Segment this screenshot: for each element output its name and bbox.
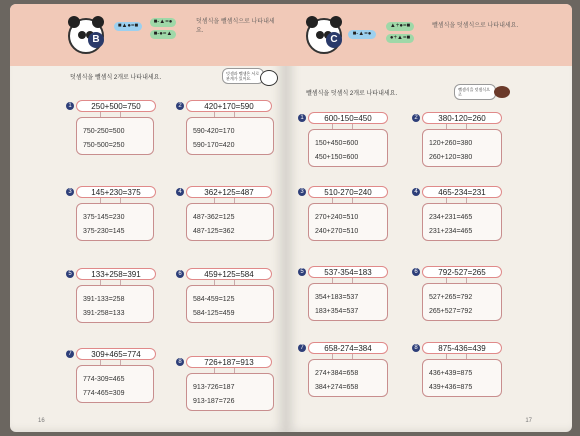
problem-card xyxy=(68,348,158,408)
cat-mascot-icon xyxy=(260,70,278,86)
answer-line[interactable]: 590-420=170 xyxy=(193,128,235,135)
answer-line[interactable]: 487-362=125 xyxy=(193,214,235,221)
problem-card xyxy=(178,356,276,418)
given-equation: 792-527=265 xyxy=(422,266,502,278)
problem-card xyxy=(414,112,506,170)
answer-box xyxy=(76,203,154,241)
answer-line[interactable]: 375-145=230 xyxy=(83,214,125,221)
problem-number: 7 xyxy=(298,344,306,352)
answer-line[interactable]: 436+439=875 xyxy=(429,370,473,377)
answer-box xyxy=(186,203,274,241)
answer-box xyxy=(308,359,388,397)
given-equation: 309+465=774 xyxy=(76,348,156,360)
answer-line[interactable]: 590-170=420 xyxy=(193,142,235,149)
answer-line[interactable]: 774-465=309 xyxy=(83,390,125,397)
given-equation: 537-354=183 xyxy=(308,266,388,278)
problem-card xyxy=(300,112,392,170)
answer-line[interactable]: 150+450=600 xyxy=(315,140,359,147)
problem-card xyxy=(178,268,276,326)
answer-line[interactable]: 274+384=658 xyxy=(315,370,359,377)
problem-number: 2 xyxy=(412,114,420,122)
hedgehog-mascot-icon xyxy=(494,86,510,98)
problem-card xyxy=(178,100,276,158)
problem-number: 3 xyxy=(298,188,306,196)
answer-line[interactable]: 240+270=510 xyxy=(315,228,359,235)
problem-number: 7 xyxy=(66,350,74,358)
answer-line[interactable]: 450+150=600 xyxy=(315,154,359,161)
answer-line[interactable]: 375-230=145 xyxy=(83,228,125,235)
given-equation: 362+125=487 xyxy=(186,186,272,198)
panda-mascot-icon xyxy=(68,18,104,54)
answer-line[interactable]: 260+120=380 xyxy=(429,154,473,161)
answer-line[interactable]: 584-125=459 xyxy=(193,310,235,317)
given-equation: 875-436=439 xyxy=(422,342,502,354)
panda-mascot-icon xyxy=(306,18,342,54)
formula-pill: ■▲●=■ xyxy=(114,22,142,31)
problem-card xyxy=(68,186,158,244)
answer-line[interactable]: 183+354=537 xyxy=(315,308,359,315)
answer-line[interactable]: 584-459=125 xyxy=(193,296,235,303)
problem-number: 1 xyxy=(298,114,306,122)
given-equation: 726+187=913 xyxy=(186,356,272,368)
answer-box xyxy=(308,283,388,321)
answer-box xyxy=(422,129,502,167)
formula-pill: ●+▲=■ xyxy=(386,34,414,43)
answer-line[interactable]: 384+274=658 xyxy=(315,384,359,391)
problem-card xyxy=(68,268,158,326)
answer-line[interactable]: 265+527=792 xyxy=(429,308,473,315)
page-number: 17 xyxy=(525,418,532,424)
answer-box xyxy=(186,285,274,323)
answer-line[interactable]: 270+240=510 xyxy=(315,214,359,221)
given-equation: 145+230=375 xyxy=(76,186,156,198)
formula-pill: ■-●=▲ xyxy=(150,30,176,39)
answer-box xyxy=(186,373,274,411)
answer-box xyxy=(76,285,154,323)
problem-number: 5 xyxy=(66,270,74,278)
answer-box xyxy=(308,129,388,167)
direction-text: 덧셈식을 뺄셈식 2개로 나타내세요. xyxy=(70,75,162,81)
left-page xyxy=(10,4,286,432)
answer-line[interactable]: 527+265=792 xyxy=(429,294,473,301)
problem-number: 4 xyxy=(176,188,184,196)
problem-number: 5 xyxy=(298,268,306,276)
problem-number: 2 xyxy=(176,102,184,110)
problem-card xyxy=(178,186,276,244)
problem-number: 8 xyxy=(412,344,420,352)
answer-line[interactable]: 120+260=380 xyxy=(429,140,473,147)
problem-card xyxy=(300,342,392,400)
formula-pill: ■-▲=● xyxy=(348,30,376,39)
answer-line[interactable]: 391-133=258 xyxy=(83,296,125,303)
given-equation: 459+125=584 xyxy=(186,268,272,280)
speech-bubble: 덧셈과 뺄셈은 서로 관계가 있어요. xyxy=(222,68,264,84)
answer-box xyxy=(422,283,502,321)
problem-card xyxy=(68,100,158,158)
given-equation: 380-120=260 xyxy=(422,112,502,124)
given-equation: 658-274=384 xyxy=(308,342,388,354)
given-equation: 510-270=240 xyxy=(308,186,388,198)
answer-box xyxy=(422,359,502,397)
problem-number: 6 xyxy=(176,270,184,278)
direction-text: 뺄셈식을 덧셈식 2개로 나타내세요. xyxy=(306,91,398,97)
speech-bubble: 뺄셈식을 덧셈식으로 xyxy=(454,84,496,100)
problem-number: 4 xyxy=(412,188,420,196)
problem-card xyxy=(300,266,392,324)
answer-line[interactable]: 750-250=500 xyxy=(83,128,125,135)
answer-line[interactable]: 354+183=537 xyxy=(315,294,359,301)
problem-card xyxy=(300,186,392,244)
formula-pill: ▲+●=■ xyxy=(386,22,414,31)
header-text: 덧셈식을 뺄셈식으로 나타내세요. xyxy=(196,19,275,34)
answer-box xyxy=(422,203,502,241)
problem-number: 6 xyxy=(412,268,420,276)
problem-card xyxy=(414,266,506,324)
answer-line[interactable]: 750-500=250 xyxy=(83,142,125,149)
given-equation: 420+170=590 xyxy=(186,100,272,112)
given-equation: 133+258=391 xyxy=(76,268,156,280)
right-page xyxy=(286,4,572,432)
answer-box xyxy=(76,117,154,155)
problem-number: 3 xyxy=(66,188,74,196)
given-equation: 600-150=450 xyxy=(308,112,388,124)
answer-box xyxy=(186,117,274,155)
answer-line[interactable]: 913-187=726 xyxy=(193,398,235,405)
answer-line[interactable]: 231+234=465 xyxy=(429,228,473,235)
answer-line[interactable]: 487-125=362 xyxy=(193,228,235,235)
answer-line[interactable]: 913-726=187 xyxy=(193,384,235,391)
problem-card xyxy=(414,342,506,400)
page-number: 16 xyxy=(38,418,45,424)
formula-pill: ■-▲=● xyxy=(150,18,176,27)
lesson-badge-b: B xyxy=(88,32,104,48)
given-equation: 250+500=750 xyxy=(76,100,156,112)
given-equation: 465-234=231 xyxy=(422,186,502,198)
answer-line[interactable]: 391-258=133 xyxy=(83,310,125,317)
answer-box xyxy=(76,365,154,403)
problem-number: 1 xyxy=(66,102,74,110)
problem-number: 8 xyxy=(176,358,184,366)
header-text: 뺄셈식을 덧셈식으로 나타내세요. xyxy=(432,23,519,29)
lesson-badge-c: C xyxy=(326,32,342,48)
answer-line[interactable]: 439+436=875 xyxy=(429,384,473,391)
answer-line[interactable]: 774-309=465 xyxy=(83,376,125,383)
answer-box xyxy=(308,203,388,241)
answer-line[interactable]: 234+231=465 xyxy=(429,214,473,221)
problem-card xyxy=(414,186,506,244)
